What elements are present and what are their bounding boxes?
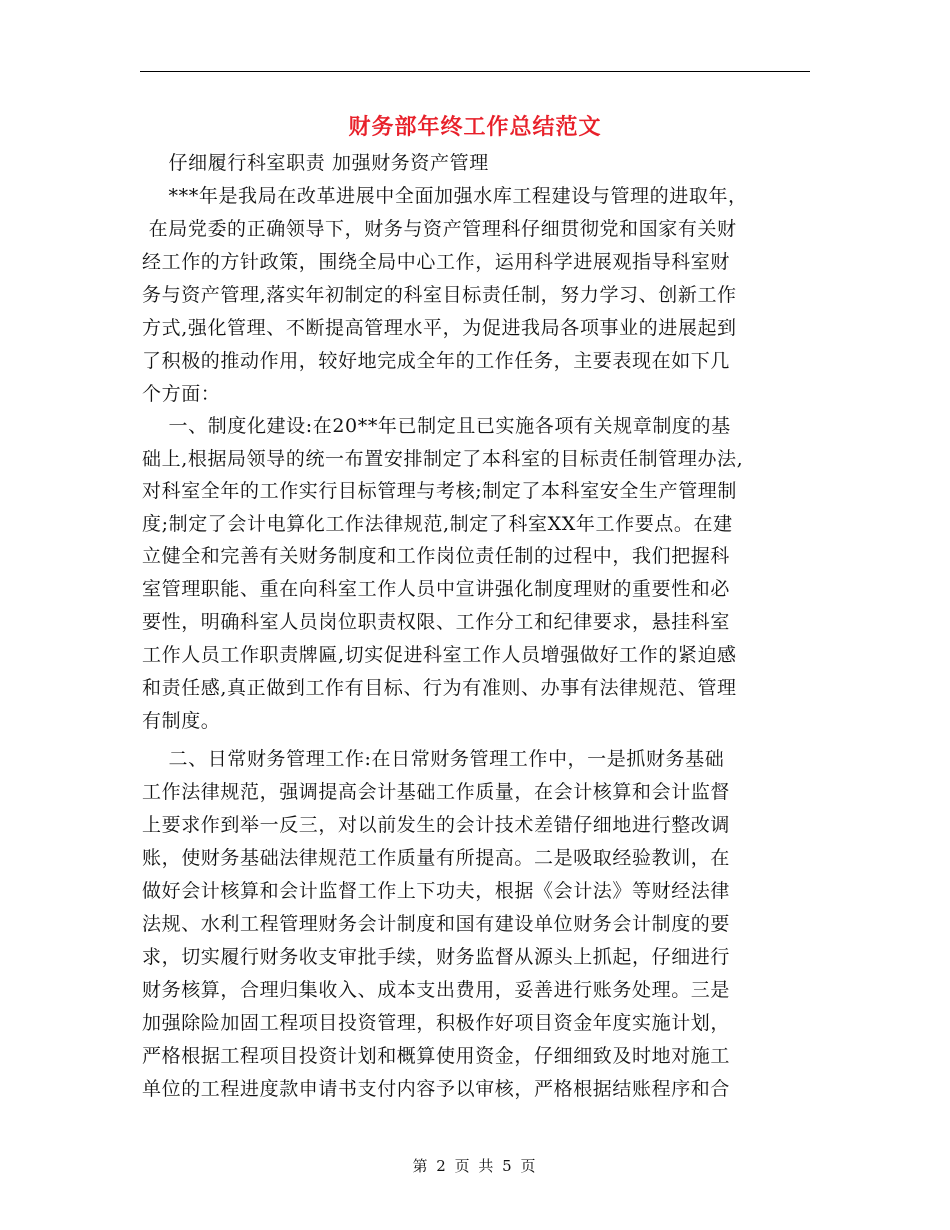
- header-rule: [140, 71, 810, 72]
- body-line: 务与资产管理,落实年初制定的科室目标责任制，努力学习、创新工作: [142, 284, 737, 306]
- document-title: 财务部年终工作总结范文: [348, 115, 602, 140]
- body-line: 严格根据工程项目投资计划和概算使用资金，仔细细致及时地对施工: [142, 1045, 731, 1067]
- body-line: 了积极的推动作用，较好地完成全年的工作任务，主要表现在如下几: [142, 350, 731, 372]
- body-line: 加强除险加固工程项目投资管理，积极作好项目资金年度实施计划，: [142, 1012, 731, 1034]
- body-line: 一、制度化建设:在20**年已制定且已实施各项有关规章制度的基: [142, 415, 731, 437]
- body-line: 个方面：: [142, 383, 221, 405]
- body-line: ***年是我局在改革进展中全面加强水库工程建设与管理的进取年，: [142, 185, 748, 207]
- body-line: 对科室全年的工作实行目标管理与考核;制定了本科室安全生产管理制: [142, 480, 738, 502]
- body-line: 在局党委的正确领导下，财务与资产管理科仔细贯彻党和国家有关财: [142, 218, 737, 240]
- body-line: 立健全和完善有关财务制度和工作岗位责任制的过程中，我们把握科: [142, 545, 731, 567]
- body-line: 做好会计核算和会计监督工作上下功夫，根据《会计法》等财经法律: [142, 880, 731, 902]
- page-footer: 第 2 页 共 5 页: [412, 1157, 538, 1175]
- body-line: 财务核算，合理归集收入、成本支出费用，妥善进行账务处理。三是: [142, 979, 731, 1001]
- body-line: 经工作的方针政策，围绕全局中心工作，运用科学进展观指导科室财: [142, 251, 731, 273]
- body-line: 工作人员工作职责牌匾,切实促进科室工作人员增强做好工作的紧迫感: [142, 644, 737, 666]
- body-line: 账，使财务基础法律规范工作质量有所提高。二是吸取经验教训，在: [142, 847, 731, 869]
- body-line: 法规、水利工程管理财务会计制度和国有建设单位财务会计制度的要: [142, 913, 731, 935]
- body-line: 仔细履行科室职责 加强财务资产管理: [142, 152, 489, 174]
- body-line: 方式,强化管理、不断提高管理水平，为促进我局各项事业的进展起到: [142, 317, 737, 339]
- body-line: 有制度。: [142, 710, 221, 732]
- body-line: 要性，明确科室人员岗位职责权限、工作分工和纪律要求，悬挂科室: [142, 611, 731, 633]
- body-line: 室管理职能、重在向科室工作人员中宣讲强化制度理财的重要性和必: [142, 578, 731, 600]
- body-line: 单位的工程进度款申请书支付内容予以审核，严格根据结账程序和合: [142, 1078, 731, 1100]
- body-line: 上要求作到举一反三，对以前发生的会计技术差错仔细地进行整改调: [142, 814, 731, 836]
- body-line: 度;制定了会计电算化工作法律规范,制定了科室XX年工作要点。在建: [142, 513, 733, 535]
- body-line: 二、日常财务管理工作:在日常财务管理工作中，一是抓财务基础: [142, 748, 725, 770]
- body-line: 础上,根据局领导的统一布置安排制定了本科室的目标责任制管理办法,: [142, 448, 744, 470]
- body-line: 求，切实履行财务收支审批手续，财务监督从源头上抓起，仔细进行: [142, 946, 731, 968]
- body-line: 工作法律规范，强调提高会计基础工作质量，在会计核算和会计监督: [142, 781, 731, 803]
- body-line: 和责任感,真正做到工作有目标、行为有准则、办事有法律规范、管理: [142, 677, 737, 699]
